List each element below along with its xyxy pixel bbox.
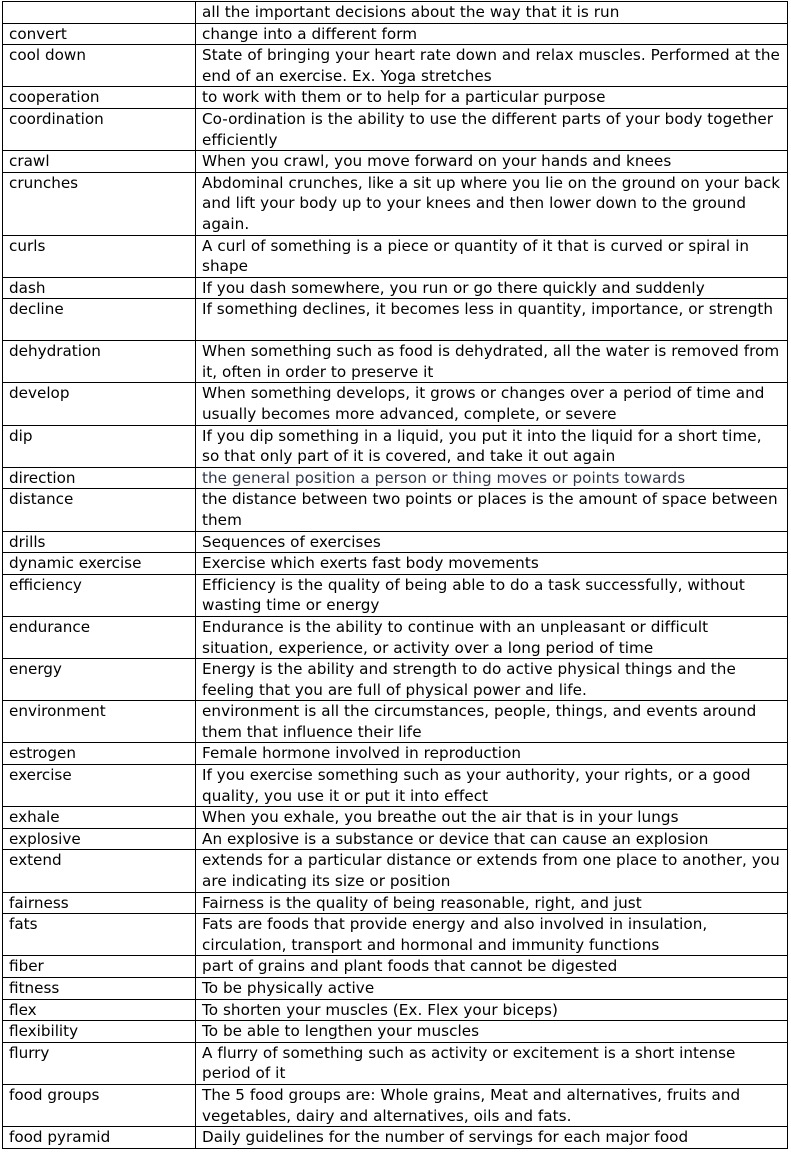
definition-cell: When you exhale, you breathe out the air that is in your lungs [196,807,788,829]
definition-cell: Female hormone involved in reproduction [196,743,788,765]
glossary-row [3,956,788,978]
term-cell: dash [3,277,196,299]
glossary-row [3,341,788,383]
definition-cell: When you crawl, you move forward on your hands and knees [196,151,788,173]
definition-cell: A curl of something is a piece or quantity of it that is curved or spiral in shape [196,235,788,277]
term-cell: cool down [3,45,196,87]
definition-cell: change into a different form [196,23,788,45]
glossary-row [3,45,788,87]
glossary-table [2,1,788,1149]
glossary-row [3,978,788,1000]
definition-cell: A flurry of something such as activity or excitement is a short intense period of it [196,1042,788,1084]
glossary-row [3,151,788,173]
term-cell: develop [3,383,196,425]
term-cell: coordination [3,108,196,150]
definition-cell: An explosive is a substance or device that can cause an explosion [196,828,788,850]
definition-cell: When something such as food is dehydrated, all the water is removed from it, often in order to preserve it [196,341,788,383]
glossary-row [3,807,788,829]
definition-cell: Fats are foods that provide energy and also involved in insulation, circulation, transport and hormonal and immunity functions [196,914,788,956]
glossary-row [3,1021,788,1043]
term-cell: decline [3,299,196,341]
glossary-row [3,616,788,658]
definition-cell: If you dash somewhere, you run or go there quickly and suddenly [196,277,788,299]
term-cell: direction [3,467,196,489]
term-cell: food pyramid [3,1127,196,1149]
glossary-row [3,23,788,45]
term-cell: environment [3,701,196,743]
glossary-row [3,2,788,24]
definition-cell: To be able to lengthen your muscles [196,1021,788,1043]
glossary-row [3,1084,788,1126]
definition-cell: Energy is the ability and strength to do active physical things and the feeling that you are full of physical power and life. [196,659,788,701]
term-cell: dehydration [3,341,196,383]
definition-cell: Fairness is the quality of being reasonable, right, and just [196,892,788,914]
definition-cell: all the important decisions about the way that it is run [196,2,788,24]
definition-cell: to work with them or to help for a particular purpose [196,87,788,109]
definition-cell: the general position a person or thing moves or points towards [196,467,788,489]
glossary-row [3,701,788,743]
definition-cell: extends for a particular distance or extends from one place to another, you are indicating its size or position [196,850,788,892]
term-cell: energy [3,659,196,701]
definition-cell: the distance between two points or places is the amount of space between them [196,489,788,531]
term-cell: curls [3,235,196,277]
term-cell: food groups [3,1084,196,1126]
term-cell: flexibility [3,1021,196,1043]
definition-cell: To shorten your muscles (Ex. Flex your biceps) [196,999,788,1021]
term-cell: drills [3,531,196,553]
definition-cell: The 5 food groups are: Whole grains, Meat and alternatives, fruits and vegetables, dairy and alternatives, oils and fats. [196,1084,788,1126]
definition-cell: Efficiency is the quality of being able to do a task successfully, without wasting time or energy [196,574,788,616]
glossary-row [3,1127,788,1149]
term-cell: fats [3,914,196,956]
definition-cell: When something develops, it grows or changes over a period of time and usually becomes more advanced, complete, or severe [196,383,788,425]
definition-cell: If something declines, it becomes less in quantity, importance, or strength [196,299,788,341]
glossary-row [3,850,788,892]
term-cell: dynamic exercise [3,553,196,575]
glossary-row [3,383,788,425]
glossary-body [3,2,788,1149]
definition-cell: part of grains and plant foods that cannot be digested [196,956,788,978]
term-cell: crunches [3,172,196,235]
term-cell: explosive [3,828,196,850]
term-cell: distance [3,489,196,531]
definition-cell: If you dip something in a liquid, you put it into the liquid for a short time, so that only part of it is covered, and take it out again [196,425,788,467]
definition-cell: Daily guidelines for the number of servings for each major food [196,1127,788,1149]
glossary-row [3,299,788,341]
glossary-row [3,914,788,956]
term-cell [3,2,196,24]
term-cell: estrogen [3,743,196,765]
definition-cell: Sequences of exercises [196,531,788,553]
glossary-row [3,108,788,150]
term-cell: exercise [3,765,196,807]
glossary-row [3,531,788,553]
term-cell: efficiency [3,574,196,616]
glossary-row [3,489,788,531]
definition-cell: To be physically active [196,978,788,1000]
definition-cell: State of bringing your heart rate down and relax muscles. Performed at the end of an exercise. Ex. Yoga stretches [196,45,788,87]
definition-cell: If you exercise something such as your authority, your rights, or a good quality, you use it or put it into effect [196,765,788,807]
glossary-row [3,425,788,467]
glossary-row [3,235,788,277]
glossary-row [3,277,788,299]
term-cell: flurry [3,1042,196,1084]
term-cell: cooperation [3,87,196,109]
term-cell: crawl [3,151,196,173]
glossary-row [3,87,788,109]
glossary-row [3,892,788,914]
glossary-row [3,574,788,616]
glossary-row [3,1042,788,1084]
definition-cell: environment is all the circumstances, people, things, and events around them that influence their life [196,701,788,743]
term-cell: extend [3,850,196,892]
definition-cell: Exercise which exerts fast body movements [196,553,788,575]
definition-cell: Co-ordination is the ability to use the different parts of your body together efficiently [196,108,788,150]
definition-cell: Endurance is the ability to continue with an unpleasant or difficult situation, experience, or activity over a long period of time [196,616,788,658]
term-cell: dip [3,425,196,467]
term-cell: flex [3,999,196,1021]
glossary-row [3,467,788,489]
glossary-row [3,659,788,701]
term-cell: fairness [3,892,196,914]
glossary-row [3,553,788,575]
glossary-row [3,743,788,765]
glossary-row [3,999,788,1021]
definition-cell: Abdominal crunches, like a sit up where you lie on the ground on your back and lift your body up to your knees and then lower down to the ground again. [196,172,788,235]
glossary-row [3,765,788,807]
glossary-row [3,828,788,850]
term-cell: convert [3,23,196,45]
glossary-row [3,172,788,235]
term-cell: fitness [3,978,196,1000]
term-cell: exhale [3,807,196,829]
term-cell: endurance [3,616,196,658]
term-cell: fiber [3,956,196,978]
